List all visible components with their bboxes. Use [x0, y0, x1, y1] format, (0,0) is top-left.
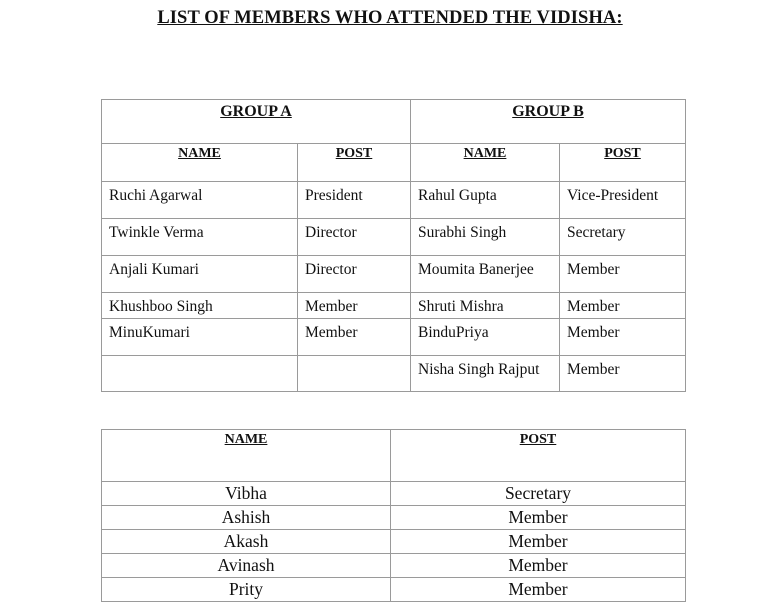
- group-b-header: GROUP B: [411, 100, 686, 144]
- table-row: [102, 506, 686, 530]
- group-b-post: Member: [560, 319, 686, 356]
- table-row: [102, 319, 686, 356]
- table-row: [102, 219, 686, 256]
- member-post: Member: [391, 506, 686, 530]
- group-b-name: Rahul Gupta: [411, 182, 560, 219]
- group-b-post-header: POST: [560, 144, 686, 182]
- group-a-post: Director: [298, 256, 411, 293]
- group-b-name: Surabhi Singh: [411, 219, 560, 256]
- post-header: POST: [391, 430, 686, 482]
- group-b-name: Moumita Banerjee: [411, 256, 560, 293]
- group-a-name: Khushboo Singh: [102, 293, 298, 319]
- group-a-name: Ruchi Agarwal: [102, 182, 298, 219]
- group-header-row: [102, 100, 686, 144]
- group-b-post: Vice-President: [560, 182, 686, 219]
- others-table: [101, 429, 686, 602]
- table-row: [102, 530, 686, 554]
- groups-table: [101, 99, 686, 392]
- table-row: [102, 256, 686, 293]
- group-a-post: Member: [298, 319, 411, 356]
- member-post: Member: [391, 554, 686, 578]
- group-b-post: Secretary: [560, 219, 686, 256]
- group-a-header: GROUP A: [102, 100, 411, 144]
- member-name: Vibha: [102, 482, 391, 506]
- member-name: Akash: [102, 530, 391, 554]
- member-name: Avinash: [102, 554, 391, 578]
- group-b-post: Member: [560, 356, 686, 392]
- group-a-name: Twinkle Verma: [102, 219, 298, 256]
- group-a-post: Member: [298, 293, 411, 319]
- table-row: [102, 482, 686, 506]
- member-post: Secretary: [391, 482, 686, 506]
- member-name: Ashish: [102, 506, 391, 530]
- group-a-post: Director: [298, 219, 411, 256]
- group-a-name: Anjali Kumari: [102, 256, 298, 293]
- group-b-name: BinduPriya: [411, 319, 560, 356]
- member-post: Member: [391, 530, 686, 554]
- group-b-name-header: NAME: [411, 144, 560, 182]
- group-b-name: Nisha Singh Rajput: [411, 356, 560, 392]
- column-header-row: [102, 430, 686, 482]
- table-row: [102, 554, 686, 578]
- member-name: Prity: [102, 578, 391, 602]
- table-row: [102, 182, 686, 219]
- group-b-post: Member: [560, 256, 686, 293]
- table-row: [102, 578, 686, 602]
- table-row: [102, 356, 686, 392]
- member-post: Member: [391, 578, 686, 602]
- name-header: NAME: [102, 430, 391, 482]
- group-a-post-header: POST: [298, 144, 411, 182]
- page-title: LIST OF MEMBERS WHO ATTENDED THE VIDISHA:: [157, 8, 623, 28]
- column-header-row: [102, 144, 686, 182]
- table-row: [102, 293, 686, 319]
- group-a-name-header: NAME: [102, 144, 298, 182]
- group-a-post: [298, 356, 411, 392]
- group-b-name: Shruti Mishra: [411, 293, 560, 319]
- group-a-post: President: [298, 182, 411, 219]
- group-b-post: Member: [560, 293, 686, 319]
- group-a-name: [102, 356, 298, 392]
- group-a-name: MinuKumari: [102, 319, 298, 356]
